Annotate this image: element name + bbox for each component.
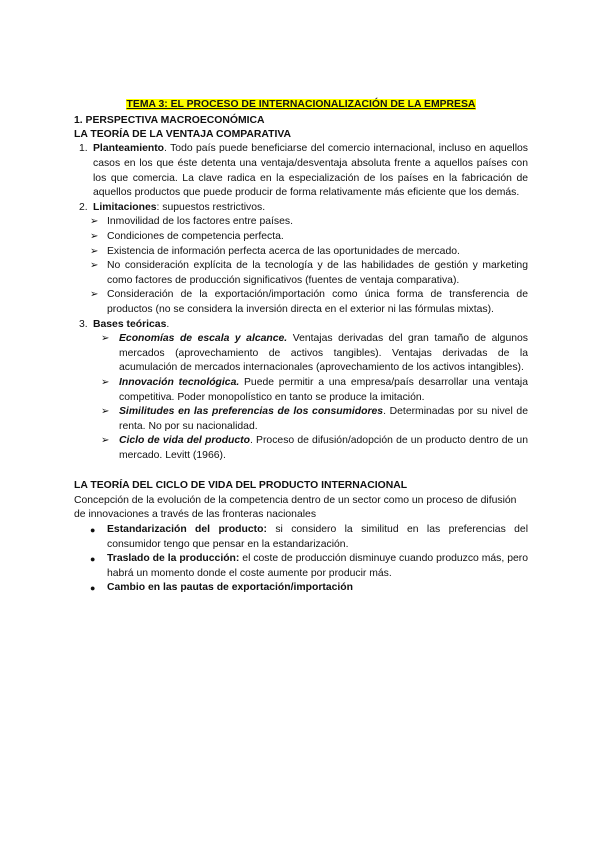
list-item-planteamiento: [74, 142, 528, 200]
bullet-item: ● Estandarización del producto: si considero la similitud en las preferencias del consumidor tengo que pensar en la estandarización.: [90, 524, 529, 550]
arrow-bullet-icon: ➢: [90, 289, 99, 301]
list-item-limitaciones: [74, 201, 528, 216]
arrow-bullet-icon: ➢: [101, 333, 110, 345]
section-heading-macro: 1. PERSPECTIVA MACROECONÓMICA: [74, 114, 265, 126]
arrow-bullet-icon: ➢: [90, 216, 99, 228]
title-line: [74, 98, 528, 113]
sub-item: ➢ Inmovilidad de los factores entre países.: [74, 215, 528, 230]
arrow-bullet-icon: ➢: [90, 245, 99, 257]
document-title: TEMA 3: EL PROCESO DE INTERNACIONALIZACIÓN DE LA EMPRESA: [126, 99, 476, 110]
sub-item: ➢ Consideración de la exportación/importación como única forma de transferencia de productos (no se considera la inversión directa en el exterior ni las fórmulas mixtas).: [90, 289, 528, 315]
subsection-heading-comparative: LA TEORÍA DE LA VENTAJA COMPARATIVA: [74, 129, 292, 140]
list-item-bases-teoricas: [74, 318, 528, 333]
sub-item: ➢ Condiciones de competencia perfecta.: [74, 230, 528, 245]
list-item-text: .: [166, 318, 170, 330]
bullet-item: ● Traslado de la producción: el coste de producción disminuye cuando produzco más, pero habrá un momento donde el coste aumente por producir más.: [90, 553, 528, 579]
bullet-icon: ●: [90, 525, 96, 536]
list-item-label: Limitaciones: [93, 201, 157, 213]
document-page: [74, 98, 528, 596]
list-item-text: : supuestos restrictivos.: [156, 201, 266, 213]
arrow-bullet-icon: ➢: [90, 260, 99, 272]
paragraph-intro: Concepción de la evolución de la competencia dentro de un sector como un proceso de difusión de innovaciones a través de las fronteras nacionales: [74, 494, 517, 521]
list-item-label: Bases teóricas: [93, 318, 167, 330]
bullet-icon: ●: [90, 583, 96, 594]
spacer: [74, 463, 528, 479]
sub-item: ➢ Similitudes en las preferencias de los consumidores. Determinadas por su nivel de renta. No por su nacionalidad.: [101, 406, 528, 432]
list-item-text: . Todo país puede beneficiarse del comercio internacional, incluso en aquellos casos en los que éste detenta una ventaja/desventaja absoluta frente a aquellos países con los que comercia. La clave radica en la especialización de los países en la fabricación de aquellos productos que puede producir de forma relativamente más eficiente que los demás.: [93, 143, 528, 199]
subsection-heading-product-cycle: LA TEORÍA DEL CICLO DE VIDA DEL PRODUCTO INTERNACIONAL: [74, 480, 408, 492]
sub-item: ➢ Ciclo de vida del producto. Proceso de difusión/adopción de un producto dentro de un mercado. Levitt (1966).: [101, 435, 528, 461]
sub-item: ➢ No consideración explícita de la tecnología y de las habilidades de gestión y marketing como factores de producción significativos (fuentes de ventaja comparativa).: [90, 260, 528, 286]
list-item-label: Planteamiento: [93, 143, 165, 155]
arrow-bullet-icon: ➢: [90, 230, 99, 242]
sub-item: ➢ Economías de escala y alcance. Ventajas derivadas del gran tamaño de algunos mercados (aprovechamiento de activos tangibles). Ventajas derivadas de la acumulación de mercados internacionales (aprovechamiento de los activos intangibles).: [101, 333, 528, 374]
list-number: 2.: [79, 201, 88, 213]
sub-item: ➢ Innovación tecnológica. Puede permitir a una empresa/país desarrollar una ventaja competitiva. Poder monopolístico en tanto se produce la imitación.: [101, 376, 528, 403]
arrow-bullet-icon: ➢: [101, 435, 110, 447]
list-number: 1.: [79, 143, 88, 155]
arrow-bullet-icon: ➢: [101, 406, 110, 418]
sub-item: ➢ Existencia de información perfecta acerca de las oportunidades de mercado.: [74, 245, 528, 260]
list-number: 3.: [79, 318, 88, 330]
arrow-bullet-icon: ➢: [101, 376, 110, 388]
bullet-icon: ●: [90, 554, 96, 565]
bullet-item: ● Cambio en las pautas de exportación/importación: [74, 581, 528, 596]
